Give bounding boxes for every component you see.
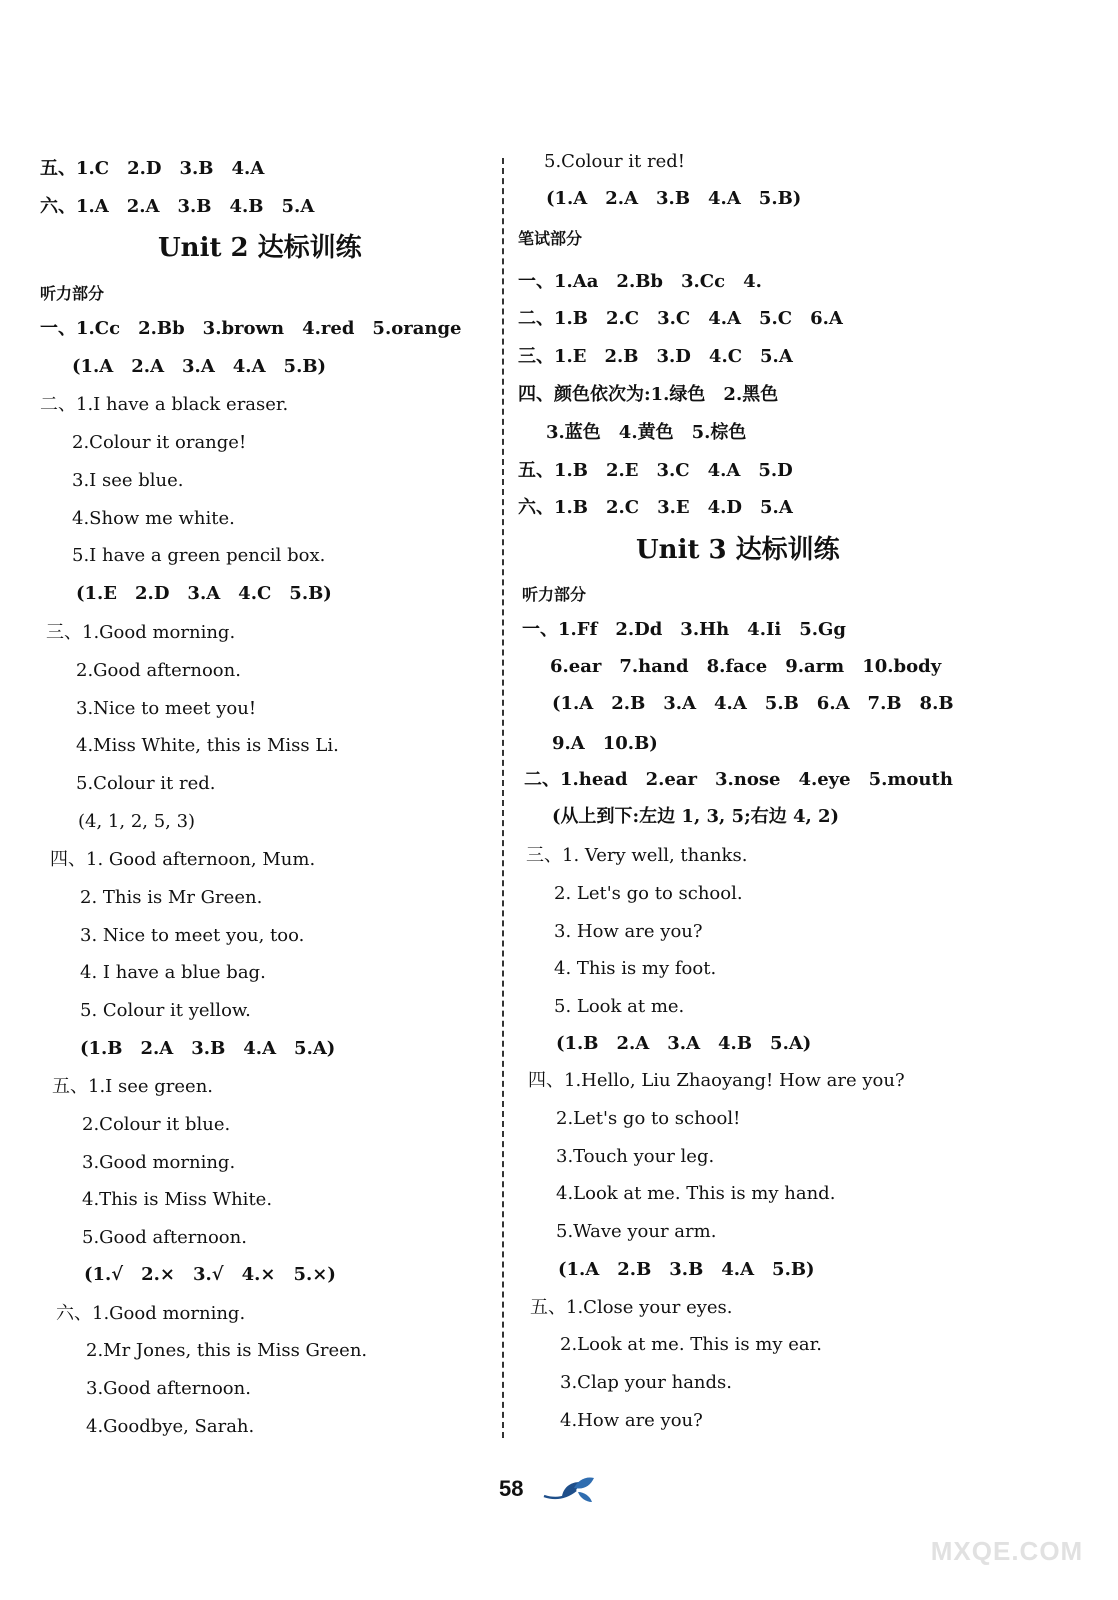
answer-line: 2.Colour it blue. <box>82 1114 231 1135</box>
answer-line: (1.A 2.B 3.B 4.A 5.B) <box>558 1259 815 1280</box>
watermark-logo <box>930 1480 1085 1534</box>
answer-line: 四、颜色依次为:1.绿色 2.黑色 <box>518 384 779 405</box>
answer-line: (从上到下:左边 1, 3, 5;右边 4, 2) <box>552 806 840 827</box>
answer-line: (1.B 2.A 3.A 4.B 5.A) <box>556 1033 812 1054</box>
answer-line: 五、1.C 2.D 3.B 4.A <box>40 158 265 179</box>
answer-line: 三、1. Very well, thanks. <box>526 845 748 866</box>
answer-line: 2.Look at me. This is my ear. <box>560 1334 823 1355</box>
listening-section-label: 听力部分 <box>40 284 105 303</box>
answer-line: 5. Colour it yellow. <box>80 1000 251 1021</box>
answer-line: 一、1.Ff 2.Dd 3.Hh 4.Ii 5.Gg <box>522 619 846 640</box>
answer-line: (1.E 2.D 3.A 4.C 5.B) <box>76 583 332 604</box>
listening-section-label: 听力部分 <box>522 585 587 604</box>
answer-line: (1.B 2.A 3.B 4.A 5.A) <box>80 1038 336 1059</box>
answer-line: 3.Touch your leg. <box>556 1146 715 1167</box>
answer-line: 4.This is Miss White. <box>82 1189 273 1210</box>
answer-line: 4.Show me white. <box>72 508 235 529</box>
watermark-text: MXQE.COM <box>930 1536 1084 1566</box>
answer-line: 4.Look at me. This is my hand. <box>556 1183 836 1204</box>
answer-line: 4. I have a blue bag. <box>80 962 266 983</box>
answer-line: 5.Wave your arm. <box>556 1221 717 1242</box>
answer-line: 5.Good afternoon. <box>82 1227 247 1248</box>
answer-line: 9.A 10.B) <box>552 733 658 754</box>
answer-line: 六、1.B 2.C 3.E 4.D 5.A <box>518 497 793 518</box>
column-divider <box>502 158 504 1438</box>
answer-line: 3. How are you? <box>554 921 703 942</box>
answer-line: 二、1.I have a black eraser. <box>40 394 289 415</box>
answer-line: 五、1.B 2.E 3.C 4.A 5.D <box>518 460 793 481</box>
answer-line: 六、1.A 2.A 3.B 4.B 5.A <box>40 196 315 217</box>
answer-line: 2.Good afternoon. <box>76 660 241 681</box>
answer-line: 2.Mr Jones, this is Miss Green. <box>86 1340 368 1361</box>
answer-line: 4.Miss White, this is Miss Li. <box>76 735 339 756</box>
answer-line: 4.How are you? <box>560 1410 703 1431</box>
answer-line: 二、1.head 2.ear 3.nose 4.eye 5.mouth <box>524 769 953 790</box>
answer-line: 四、1. Good afternoon, Mum. <box>50 849 316 870</box>
answer-line: 五、1.I see green. <box>52 1076 214 1097</box>
unit2-title: Unit 2 达标训练 <box>158 233 362 263</box>
answer-line: 四、1.Hello, Liu Zhaoyang! How are you? <box>528 1070 905 1091</box>
answer-line: 一、1.Cc 2.Bb 3.brown 4.red 5.orange <box>40 318 462 339</box>
answer-line: 2.Colour it orange! <box>72 432 247 453</box>
answer-line: 4. This is my foot. <box>554 958 717 979</box>
unit3-title: Unit 3 达标训练 <box>636 535 840 565</box>
answer-line: 三、1.E 2.B 3.D 4.C 5.A <box>518 346 793 367</box>
answer-line: 2. This is Mr Green. <box>80 887 263 908</box>
written-section-label: 笔试部分 <box>518 229 583 248</box>
leaf-flourish-icon <box>542 1474 596 1506</box>
answer-line: 3.Good afternoon. <box>86 1378 251 1399</box>
watermark <box>922 1478 1092 1568</box>
answer-line: 3. Nice to meet you, too. <box>80 925 305 946</box>
answer-line: 三、1.Good morning. <box>46 622 236 643</box>
answer-line: (1.A 2.B 3.A 4.A 5.B 6.A 7.B 8.B <box>552 693 954 714</box>
answer-line: (4, 1, 2, 5, 3) <box>78 811 196 832</box>
answer-line: 2.Let's go to school! <box>556 1108 741 1129</box>
answer-line: 5.I have a green pencil box. <box>72 545 326 566</box>
answer-line: 一、1.Aa 2.Bb 3.Cc 4. <box>518 271 762 292</box>
answer-line: 3.蓝色 4.黄色 5.棕色 <box>546 422 747 443</box>
answer-line: 3.Nice to meet you! <box>76 698 257 719</box>
answer-line: 5.Colour it red! <box>544 151 686 172</box>
answer-line: 2. Let's go to school. <box>554 883 743 904</box>
answer-line: 3.I see blue. <box>72 470 184 491</box>
answer-line: 五、1.Close your eyes. <box>530 1297 733 1318</box>
answer-line: 5. Look at me. <box>554 996 685 1017</box>
page-number: 58 <box>499 1476 524 1501</box>
answer-line: 3.Good morning. <box>82 1152 236 1173</box>
answer-line: 6.ear 7.hand 8.face 9.arm 10.body <box>550 656 942 677</box>
answer-line: 4.Goodbye, Sarah. <box>86 1416 255 1437</box>
answer-line: (1.A 2.A 3.A 4.A 5.B) <box>72 356 327 377</box>
answer-line: 二、1.B 2.C 3.C 4.A 5.C 6.A <box>518 308 843 329</box>
answer-line: 5.Colour it red. <box>76 773 216 794</box>
answer-line: 六、1.Good morning. <box>56 1303 246 1324</box>
answer-line: (1.A 2.A 3.B 4.A 5.B) <box>546 188 802 209</box>
answer-line: 3.Clap your hands. <box>560 1372 733 1393</box>
answer-line: (1.√ 2.× 3.√ 4.× 5.×) <box>84 1264 336 1285</box>
